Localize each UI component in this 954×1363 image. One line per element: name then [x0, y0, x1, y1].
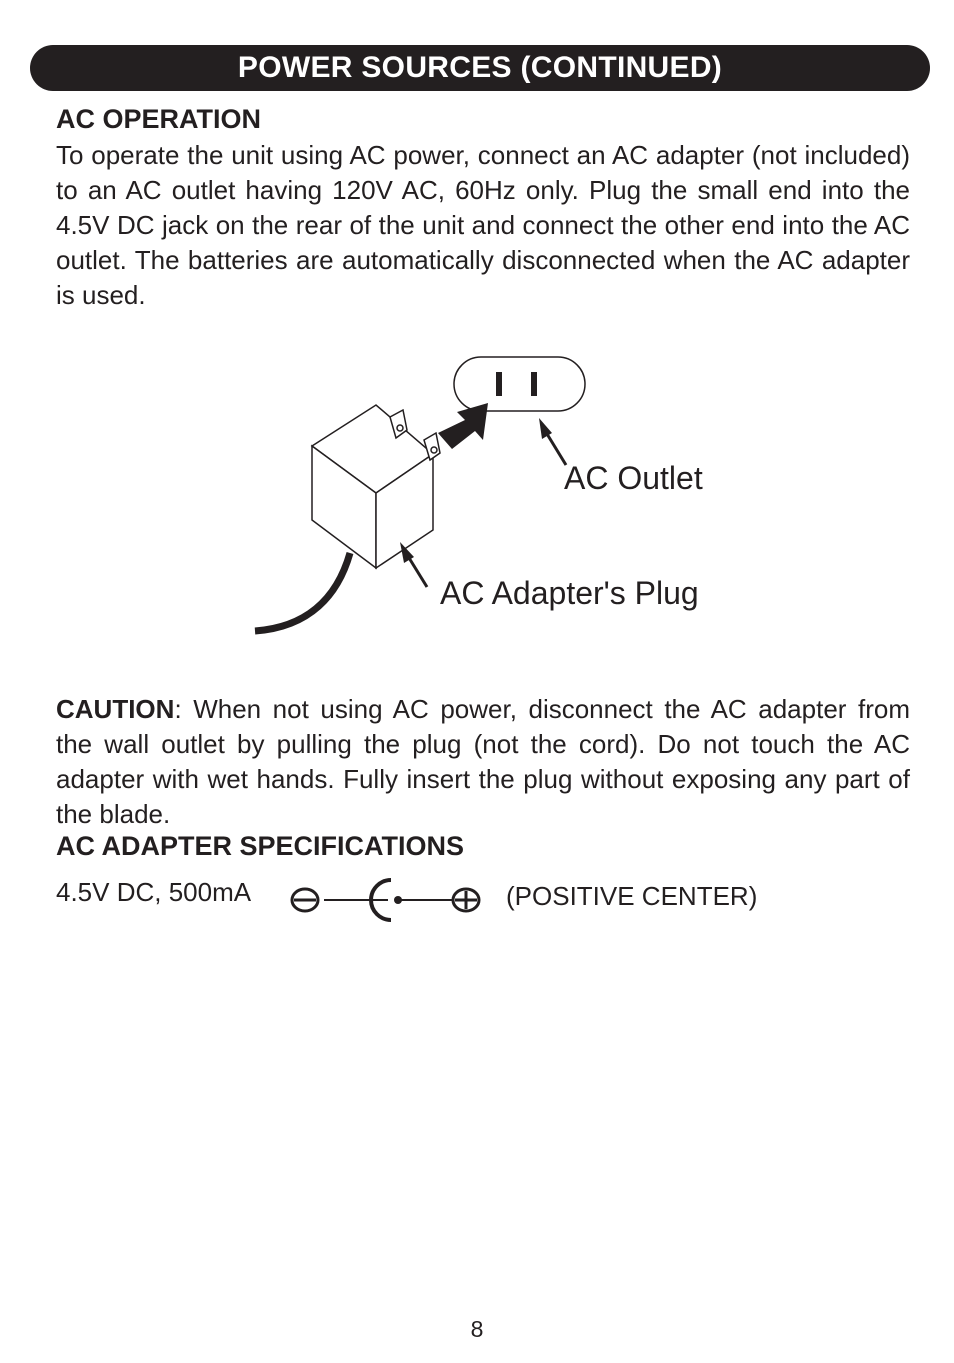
ac-operation-paragraph: To operate the unit using AC power, connect an AC adapter (not included) to an AC outlet having 120V AC, 60Hz only. Plug the small end into the 4.5V DC jack on the rear of the unit and connect the other end into the AC outlet. The batteries are automatically disconnected when the AC adapter is used.: [56, 140, 910, 310]
polarity-symbol-icon: [288, 873, 488, 923]
outlet-pointer-arrowhead: [539, 418, 552, 439]
specs-row: [56, 873, 856, 923]
specs-heading: AC ADAPTER SPECIFICATIONS: [56, 831, 465, 861]
insert-arrow-icon: [438, 403, 488, 449]
ac-outlet-shape: [454, 357, 585, 411]
page-number: 8: [470, 1316, 484, 1342]
ac-operation-heading: AC OPERATION: [56, 104, 262, 134]
specs-value: 4.5V DC, 500mA: [56, 877, 252, 907]
outlet-slot-right: [531, 372, 537, 396]
adapter-cord: [255, 553, 350, 631]
caution-label: CAUTION: [56, 694, 175, 724]
section-banner: [30, 45, 930, 91]
adapter-plug-label: AC Adapter's Plug: [440, 575, 699, 611]
caution-paragraph: [56, 692, 910, 832]
ac-outlet-label: AC Outlet: [564, 460, 703, 496]
polarity-note: (POSITIVE CENTER): [506, 881, 758, 911]
ac-adapter-diagram: [250, 345, 730, 645]
page-title: POWER SOURCES (CONTINUED): [237, 51, 723, 84]
caution-text: : When not using AC power, disconnect the AC adapter from the wall outlet by pulling the plug (not the cord). Do not touch the AC adapter with wet hands. Fully insert the plug without exposing any part of the blade.: [56, 694, 910, 829]
outlet-slot-left: [496, 372, 502, 396]
